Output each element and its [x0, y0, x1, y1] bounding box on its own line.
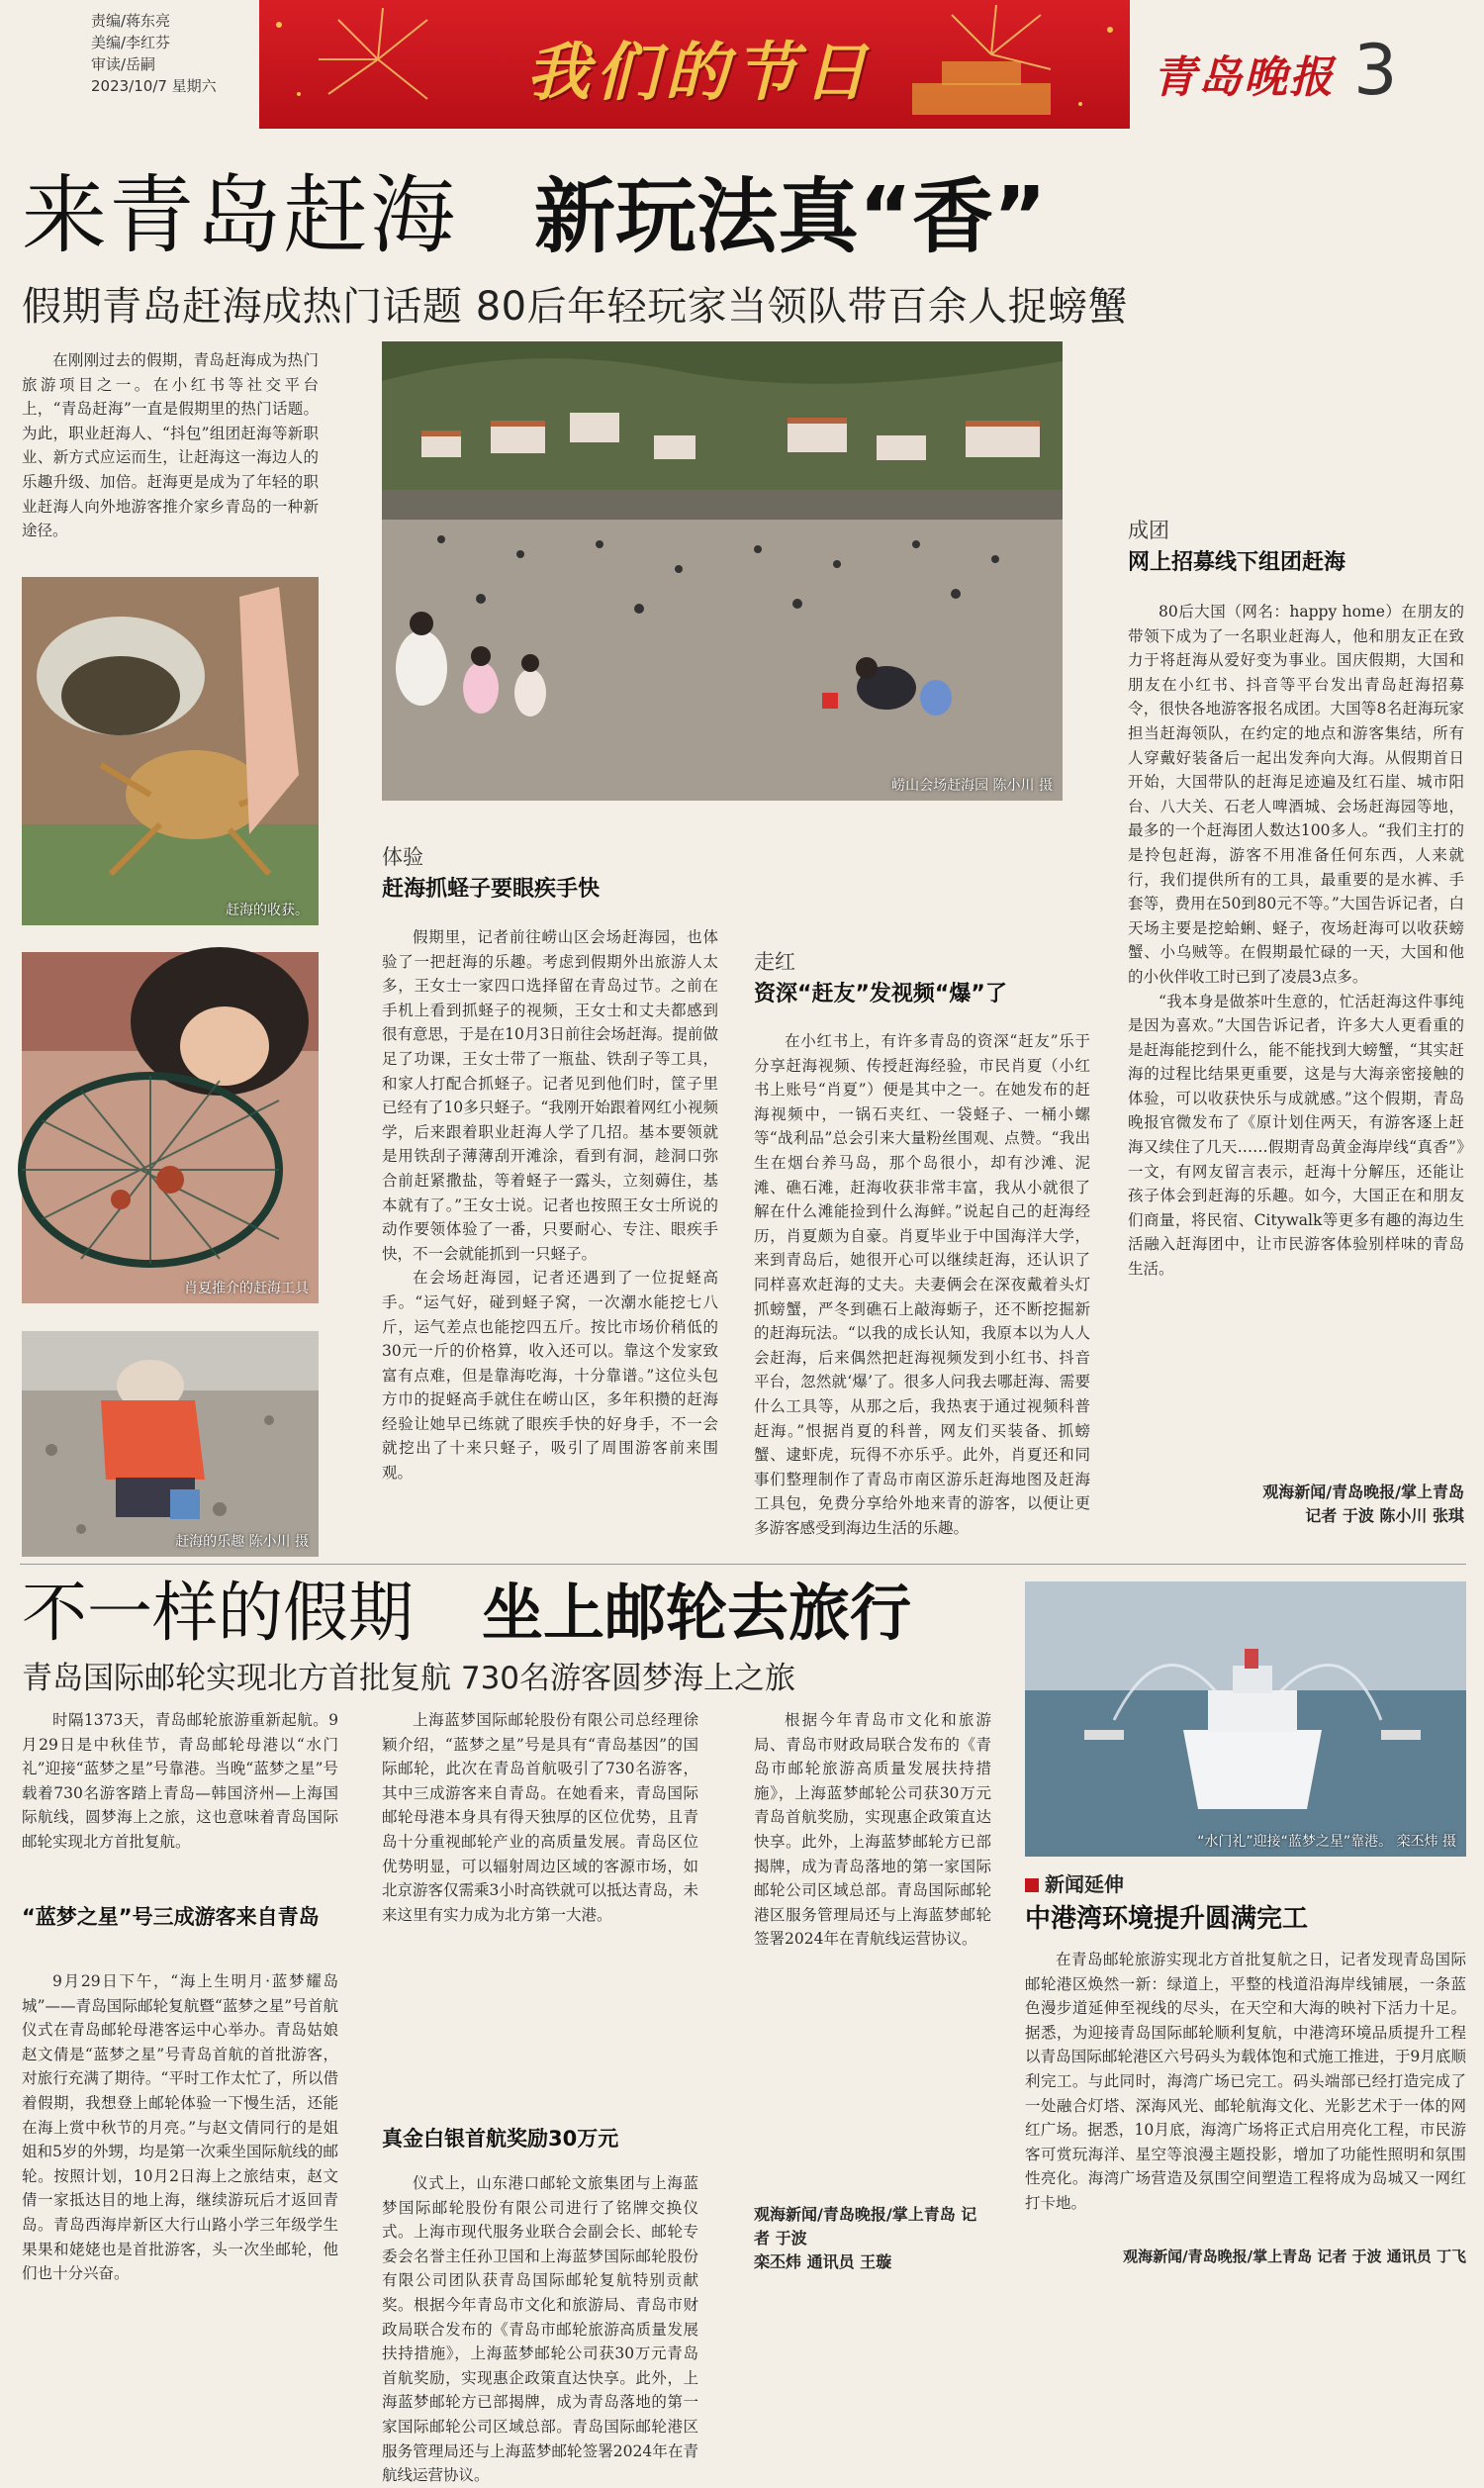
beach-main-photo — [382, 341, 1063, 801]
designer-credit: 美编/李红芬 — [91, 34, 171, 51]
digging-illustration — [22, 1331, 319, 1557]
article2-sec1-body-cont: 上海蓝梦国际邮轮股份有限公司总经理徐颖介绍，“蓝梦之星”号是具有“青岛基因”的国际邮轮，此次在青岛首航吸引了730名游客，其中三成游客来自青岛。在她看来，青岛国际邮轮母港本身具有得天独厚的区位优势，且青岛十分重视邮轮产业的高质量发展。青岛区位优势明显，可以辐射周边区域的客源市场，如北京游客仅需乘3小时高铁就可以抵达青岛，未来这里有实力成为北方第一大港。 — [382, 1711, 698, 1924]
sec3-title: 网上招募线下组团赶海 — [1128, 550, 1346, 575]
article2-sec2-title: 真金白银首航奖励30万元 — [382, 2127, 619, 2151]
digging-photo — [22, 1331, 319, 1557]
sec1-body: 假期里，记者前往崂山区会场赶海园，也体验了一把赶海的乐趣。考虑到假期外出旅游人太多，王女士一家四口选择留在青岛过节。之前在手机上看到抓蛏子的视频，王女士和丈夫都感到很有意思，于是在10月3日前往会场赶海。提前做足了功课，王女士带了一瓶盐、铁刮子等工具，和家人打配合抓蛏子。记者见到他们时，筐子里已经有了10多只蛏子。“我刚开始跟着网红小视频学，后来跟着职业赶海人学了几招。基本要领就是用铁刮子薄薄刮开滩涂，看到有洞，趁洞口弥合前赶紧撒盐，等着蛏子一露头，立刻薅住，基本就有了。”王女士说。记者也按照王女士所说的动作要领体验了一番，只要耐心、专注、眼疾手快，不一会就能抓到一只蛏子。 在会场赶海园，记者还遇到了一位捉蛏高手。“运气好，碰到蛏子窝，一次潮水能挖七八斤，运气差点也能挖四五斤。按比市场价稍低的30元一斤的价格算，收入还可以。靠这个发家致富有点难，但是靠海吃海，十分靠谱。”这位头包方巾的捉蛏高手就住在崂山区，多年积攒的赶海经验让她早已练就了眼疾手快的好身手，不一会就挖出了十来只蛏子，吸引了周围游客前来围观。 — [382, 928, 718, 1483]
article1-title-left: 来青岛赶海 — [22, 166, 457, 265]
article2-sec1-title: “蓝梦之星”号三成游客来自青岛 — [22, 1905, 320, 1929]
page-number: 3 — [1353, 30, 1398, 111]
net-illustration — [22, 952, 319, 1303]
article2-sec1-body: 9月29日下午，“海上生明月·蓝梦耀岛城”——青岛国际邮轮复航暨“蓝梦之星”号首航仪式在青岛邮轮母港客运中心举办。青岛姑娘赵文倩是“蓝梦之星”号青岛首航的首批游客，对旅行充满了期待。“平时工作太忙了，所以借着假期，我想登上邮轮体验一下慢生活，还能在海上赏中秋节的月亮。”与赵文倩同行的是姐姐和5岁的外甥，均是第一次乘坐国际航线的邮轮。按照计划，10月2日海上之旅结束，赵文倩一家抵达目的地上海，继续游玩后才返回青岛。青岛西海岸新区大行山路小学三年级学生果果和姥姥也是首批游客，头一次坐邮轮，他们也十分兴奋。 — [22, 1972, 338, 2283]
sec2-label: 走红 — [754, 950, 795, 974]
sec1-title: 赶海抓蛏子要眼疾手快 — [382, 877, 601, 902]
article2-title-left: 不一样的假期 — [22, 1575, 414, 1651]
red-square-marker — [1025, 1878, 1039, 1892]
news-extension-title: 中港湾环境提升圆满完工 — [1025, 1904, 1309, 1934]
article2-sec2-body: 仪式上，山东港口邮轮文旅集团与上海蓝梦国际邮轮股份有限公司进行了铭牌交换仪式。上海市现代服务业联合会副会长、邮轮专委会名誉主任孙卫国和上海蓝梦国际邮轮股份有限公司团队获青岛国际邮轮复航特别贡献奖。根据今年青岛市文化和旅游局、青岛市财政局联合发布的《青岛市邮轮旅游高质量发展扶持措施》，上海蓝梦邮轮公司获30万元青岛首航奖励，实现惠企政策直达快享。此外，上海蓝梦邮轮方已部揭牌，成为青岛落地的第一家国际邮轮公司区域总部。青岛国际邮轮港区服务管理局还与上海蓝梦邮轮签署2024年在青航线运营协议。 — [382, 2174, 698, 2485]
cruise-ship-scene — [1025, 1581, 1466, 1857]
issue-date: 2023/10/7 星期六 — [91, 77, 217, 95]
news-extension-label: 新闻延伸 — [1025, 1868, 1124, 1897]
sec2-title: 资深“赶友”发视频“爆”了 — [754, 982, 1007, 1006]
article1-credit: 观海新闻/青岛晚报/掌上青岛 记者 于波 陈小川 张琪 — [1262, 1483, 1464, 1525]
article1-subtitle: 假期青岛赶海成热门话题 80后年轻玩家当领队带百余人捉螃蟹 — [22, 284, 1129, 330]
news-extension-body: 在青岛邮轮旅游实现北方首批复航之日，记者发现青岛国际邮轮港区焕然一新：绿道上，平整的栈道沿海岸线铺展，一条蓝色漫步道延伸至视线的尽头，在天空和大海的映衬下活力十足。据悉，为迎接青岛国际邮轮顺利复航，中港湾环境品质提升工程以青岛国际邮轮港区六号码头为载体饱和式施工推进，于9月底顺利完工。与此同时，海湾广场已完工。码头端部已经打造完成了一处融合灯塔、深海风光、邮轮航海文化、光影艺术于一体的网红广场。据悉，10月底，海湾广场将正式启用亮化工程，市民游客可赏玩海洋、星空等浪漫主题投影，增加了功能性照明和氛围性亮化。海湾广场营造及氛围空间塑造工程将成为岛城又一网红打卡地。 — [1025, 1951, 1466, 2212]
news-extension-credit: 观海新闻/青岛晚报/掌上青岛 记者 于波 通讯员 丁飞 — [1123, 2248, 1466, 2265]
banner-title: 我们的节日 — [526, 36, 873, 110]
proof-credit: 审读/岳嗣 — [91, 55, 156, 73]
editor-credit: 责编/蒋东亮 — [91, 12, 171, 30]
article2-lede: 时隔1373天，青岛邮轮旅游重新起航。9月29日是中秋佳节，青岛邮轮母港以“水门礼”迎接“蓝梦之星”号靠港。当晚“蓝梦之星”号载着730名游客踏上青岛—韩国济州—上海国际航线，圆梦海上之旅，这也意味着青岛国际邮轮实现北方首批复航。 — [22, 1711, 338, 1851]
crab-photo-caption: 赶海的收获。 — [226, 903, 309, 918]
newspaper-name: 青岛晚报 — [1153, 52, 1335, 103]
cruise-ship-photo — [1025, 1581, 1466, 1857]
article1-title-right: 新玩法真“香” — [534, 170, 1047, 264]
beach-scene — [382, 341, 1063, 801]
main-photo-caption: 崂山会场赶海园 陈小川 摄 — [891, 778, 1053, 794]
festival-banner — [259, 0, 1130, 129]
net-photo-caption: 肖夏推介的赶海工具 — [184, 1281, 309, 1296]
crab-illustration — [22, 577, 319, 925]
article1-lede: 在刚刚过去的假期，青岛赶海成为热门旅游项目之一。在小红书等社交平台上，“青岛赶海”一直是假期里的热门话题。为此，职业赶海人、“抖包”组团赶海等新职业、新方式应运而生，让赶海这一海边人的乐趣升级、加倍。赶海更是成为了年轻的职业赶海人向外地游客推介家乡青岛的一种新途径。 — [22, 351, 319, 540]
article2-subtitle: 青岛国际邮轮实现北方首批复航 730名游客圆梦海上之旅 — [22, 1661, 796, 1696]
article2-sec2-body-cont: 根据今年青岛市文化和旅游局、青岛市财政局联合发布的《青岛市邮轮旅游高质量发展扶持措施》，上海蓝梦邮轮公司获30万元青岛首航奖励，实现惠企政策直达快享。此外，上海蓝梦邮轮方已部揭牌，成为青岛落地的第一家国际邮轮公司区域总部。青岛国际邮轮港区服务管理局还与上海蓝梦邮轮签署2024年在青航线运营协议。 — [754, 1711, 991, 1949]
digging-photo-caption: 赶海的乐趣 陈小川 摄 — [175, 1534, 309, 1550]
masthead-staff — [91, 10, 239, 97]
crab-net-photo — [22, 952, 319, 1303]
article2-credit: 观海新闻/青岛晚报/掌上青岛 记者 于波 栾丕炜 通讯员 王璇 — [754, 2205, 977, 2271]
article2-title-right: 坐上邮轮去旅行 — [482, 1577, 912, 1649]
sec3-body: 80后大国（网名：happy home）在朋友的带领下成为了一名职业赶海人，他和朋友正在致力于将赶海从爱好变为事业。国庆假期，大国和朋友在小红书、抖音等平台发出青岛赶海招募令，很快各地游客报名成团。大国等8名赶海玩家担当赶海领队，在约定的地点和游客集结，所有人穿戴好装备后一起出发奔向大海。从假期首日开始，大国带队的赶海足迹遍及红石崖、城市阳台、八大关、石老人啤酒城、会场赶海园等地，最多的一个赶海团人数达100多人。“我们主打的是拎包赶海，游客不用准备任何东西，人来就行，我们提供所有的工具，最重要的是水裤、手套等，费用在50到80元不等。”大国告诉记者，白天场主要是挖蛤蜊、蛏子，夜场赶海可以收获螃蟹、小乌贼等。在假期最忙碌的一天，大国和他的小伙伴收工时已到了凌晨3点多。 “我本身是做茶叶生意的，忙活赶海这件事纯是因为喜欢。”大国告诉记者，许多大人更看重的是赶海能挖到什么，能不能找到大螃蟹，“其实赶海的过程比结果更重要，这是与大海亲密接触的体验，可以收获快乐与成就感。”这个假期，青岛晚报官微发布了《原计划住两天，有游客逐上赶海又续住了几天……假期青岛黄金海岸线“真香”》一文，有网友留言表示，赶海十分解压，还能让孩子体会到赶海的乐趣。如今，大国正在和朋友们商量，将民宿、Citywalk等更多有趣的海边生活融入赶海团中，让市民游客体验别样味的青岛生活。 — [1128, 603, 1464, 1279]
ship-photo-caption: “水门礼”迎接“蓝梦之星”靠港。 栾丕炜 摄 — [1197, 1834, 1456, 1850]
sec2-body: 在小红书上，有许多青岛的资深“赶友”乐于分享赶海视频、传授赶海经验，市民肖夏（小红书上账号“肖夏”）便是其中之一。在她发布的赶海视频中，一锅石夹红、一袋蛏子、一桶小螺等“战利品”总会引来大量粉丝围观、点赞。“我出生在烟台养马岛，那个岛很小，却有沙滩、泥滩、礁石滩，赶海收获非常丰富，我从小就很了解在什么滩能捡到什么海鲜。”说起自己的赶海经历，肖夏颇为自豪。肖夏毕业于中国海洋大学，来到青岛后，她很开心可以继续赶海，还认识了同样喜欢赶海的丈夫。夫妻俩会在深夜戴着头灯抓螃蟹，严冬到礁石上敲海蛎子，还不断挖掘新的赶海玩法。“以我的成长认知，我原本以为人人会赶海，后来偶然把赶海视频发到小红书、抖音平台，忽然就‘爆’了。很多人问我去哪赶海、需要什么工具等，从那之后，我热衷于通过视频科普赶海。”恨据肖夏的科普，网友们买装备、抓螃蟹、逮虾虎，玩得不亦乐乎。此外，肖夏还和同事们整理制作了青岛市南区游乐赶海地图及赶海工具包，免费分享给外地来青的游客，以便让更多游客感受到海边生活的乐趣。 — [754, 1032, 1090, 1537]
sec1-label: 体验 — [382, 845, 423, 869]
crab-photo — [22, 577, 319, 925]
sec3-label: 成团 — [1128, 519, 1169, 542]
section-divider — [20, 1564, 1466, 1565]
